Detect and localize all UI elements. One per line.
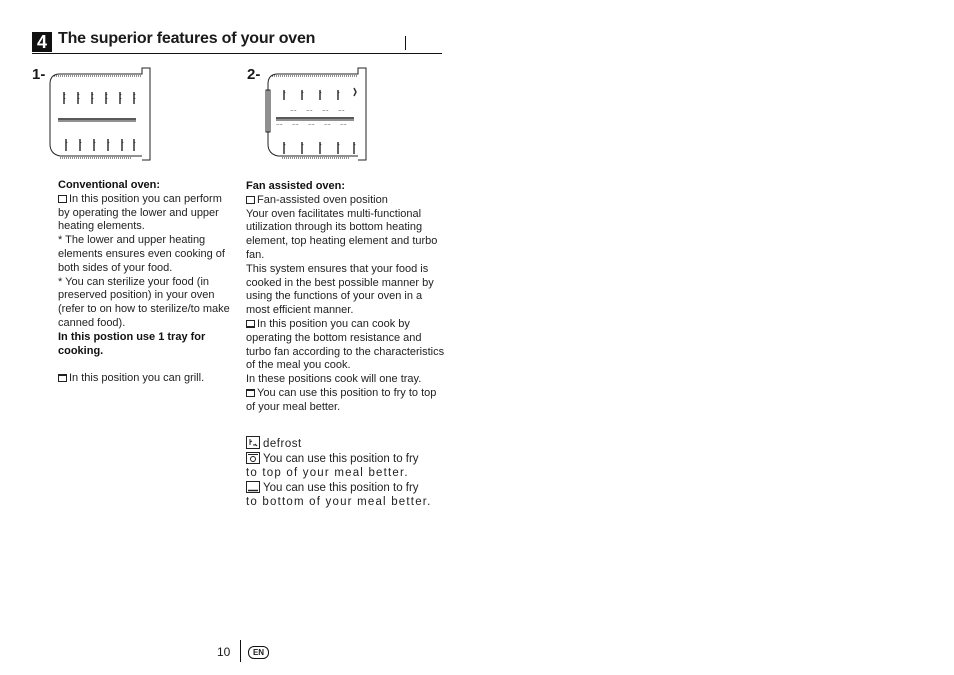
language-badge: EN xyxy=(248,646,269,659)
right-column xyxy=(246,180,446,415)
section-title: The superior features of your oven xyxy=(58,30,316,47)
oven-diagram-conventional xyxy=(44,64,156,162)
svg-text:~~: ~~ xyxy=(324,122,331,127)
fan-top-position: You can use this position to fry to top of your meal better. xyxy=(246,386,437,413)
fry-bottom-line-2: to bottom of your meal better. xyxy=(246,496,432,508)
svg-text:~~: ~~ xyxy=(290,108,297,113)
grill-icon xyxy=(58,374,67,382)
section-number-badge: 4 xyxy=(32,32,52,52)
svg-text:~~: ~~ xyxy=(308,122,315,127)
fan-assisted-heading: Fan assisted oven: xyxy=(246,180,346,192)
defrost-line: defrost xyxy=(246,436,446,452)
top-bottom-heat-icon xyxy=(58,195,67,203)
one-tray-note: In these positions cook will one tray. xyxy=(246,373,422,386)
fry-bottom-line: You can use this position to fry xyxy=(246,481,446,496)
conventional-note-2: * You can sterilize your food (in preserved position) in your oven (refer to on how to sterilize/to make canned food). xyxy=(58,275,230,329)
svg-text:~~: ~~ xyxy=(292,122,299,127)
left-column xyxy=(58,179,233,386)
conventional-position-text: In this position you can perform by operating the lower and upper heating elements. xyxy=(58,192,222,233)
footer-divider xyxy=(240,640,241,662)
fry-top-line-2: to top of your meal better. xyxy=(246,467,409,479)
grill-position-text: In this position you can grill. xyxy=(58,372,233,386)
conventional-note-1: * The lower and upper heating elements ensures even cooking of both sides of your food. xyxy=(58,234,225,274)
figure-1-label: 1- xyxy=(32,66,46,83)
svg-text:~~: ~~ xyxy=(306,108,313,113)
fan-top-heat-icon xyxy=(246,389,255,397)
page-number: 10 xyxy=(217,645,231,659)
tray-note: In this postion use 1 tray for cooking. xyxy=(58,330,206,357)
title-tick xyxy=(405,36,406,50)
title-rule xyxy=(32,53,442,54)
fry-top-line: You can use this position to fry xyxy=(246,452,446,467)
conventional-oven-heading: Conventional oven: xyxy=(58,179,161,191)
lower-block xyxy=(246,436,446,510)
fan-bottom-heat-icon xyxy=(246,320,255,328)
fan-bottom-position: In this position you can cook by operating the bottom resistance and turbo fan according to the characteristics of the meal you cook. xyxy=(246,317,445,372)
oven-diagram-fan-assisted xyxy=(262,64,370,162)
fan-assisted-system: This system ensures that your food is cooked in the best possible manner by using the functions of your oven in a most efficient manner. xyxy=(246,262,434,317)
svg-text:~~: ~~ xyxy=(340,122,347,127)
figure-2-label: 2- xyxy=(247,66,261,83)
svg-text:~~: ~~ xyxy=(322,108,329,113)
fan-assisted-description: Your oven facilitates multi-functional utilization through its bottom heating element, top heating element and turbo fan. xyxy=(246,207,438,261)
svg-text:~~: ~~ xyxy=(276,122,283,127)
fan-assisted-icon xyxy=(246,196,255,204)
defrost-icon xyxy=(246,436,260,449)
fan-assisted-position: Fan-assisted oven position xyxy=(246,194,446,208)
svg-text:~~: ~~ xyxy=(338,108,345,113)
fan-top-fry-icon xyxy=(246,452,260,464)
bottom-heat-fry-icon xyxy=(246,481,260,493)
